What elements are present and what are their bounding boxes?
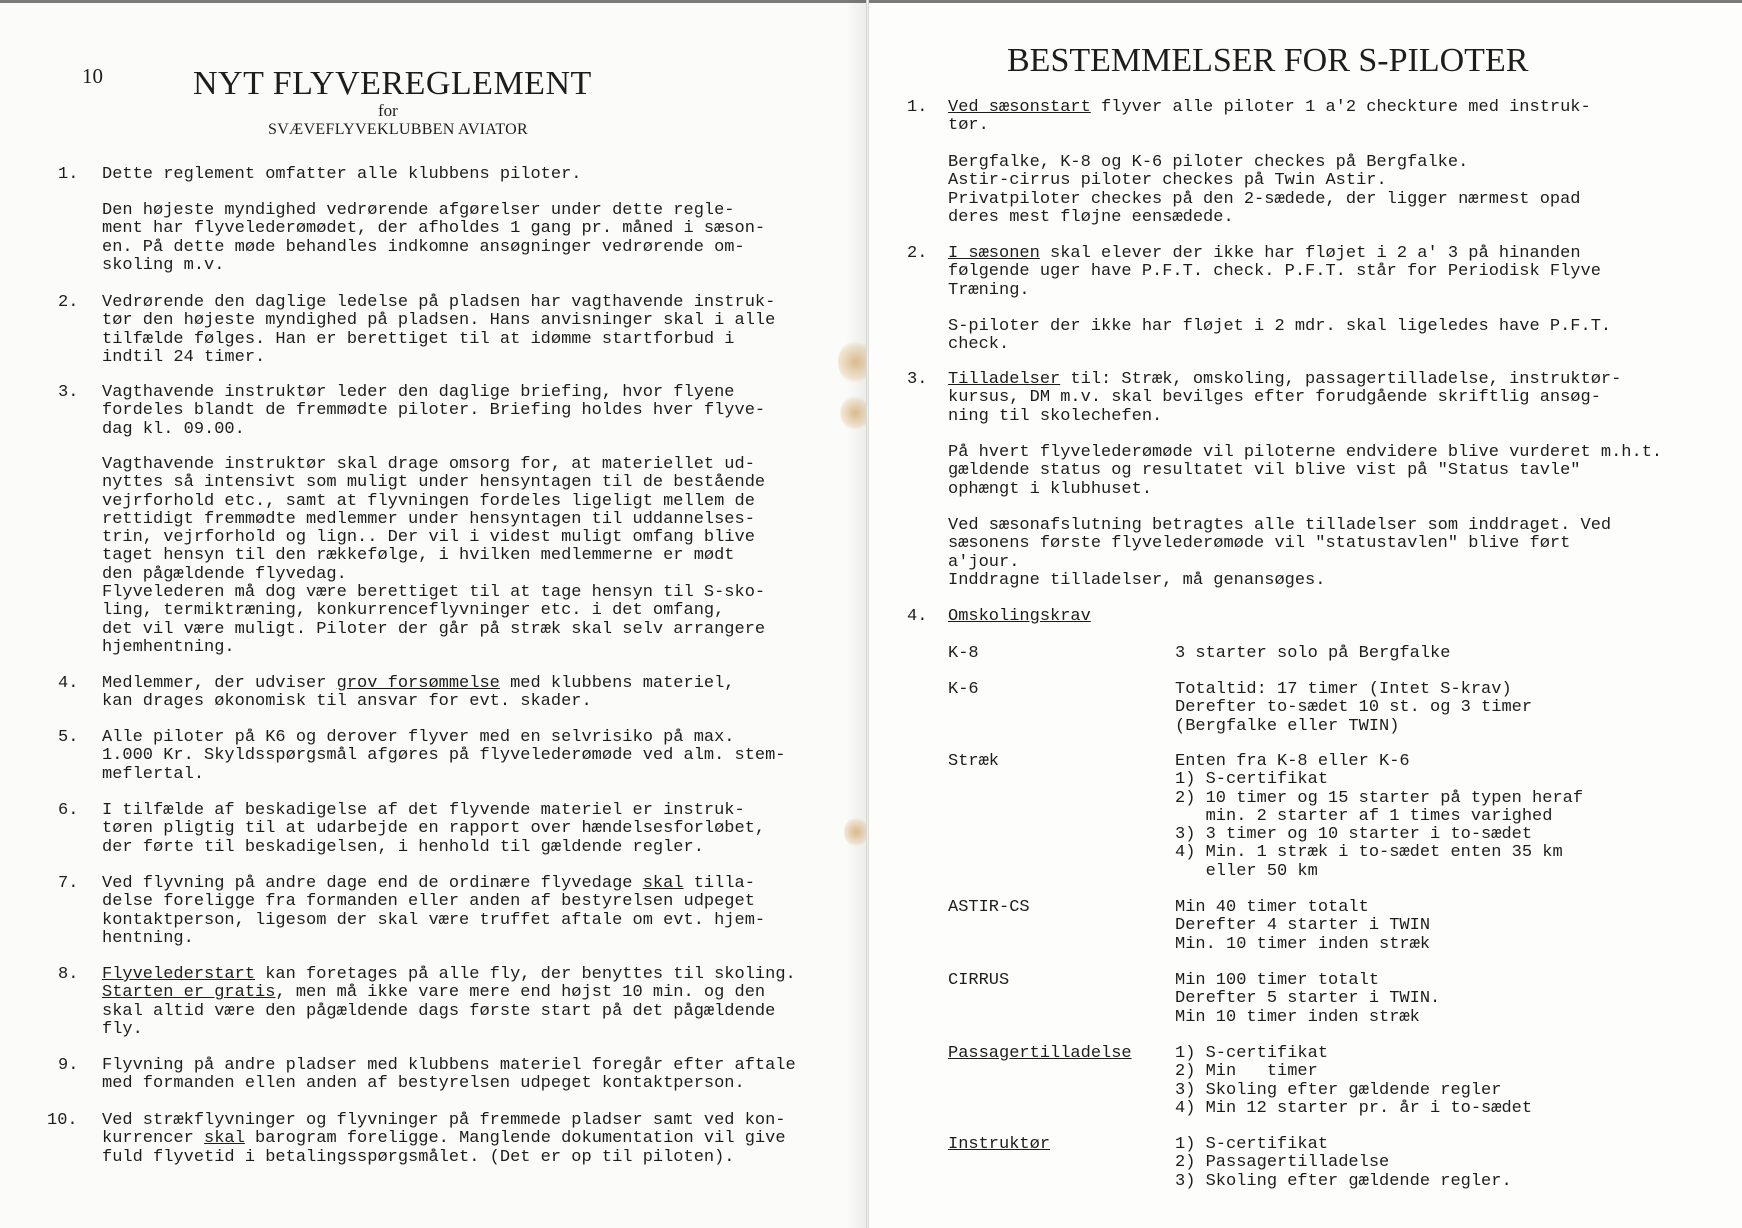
gutter-shadow — [846, 0, 866, 1228]
underlined-text: Flyvelederstart — [102, 965, 256, 984]
section-number: 9. — [58, 1056, 79, 1075]
underlined-text: skal — [204, 1129, 245, 1149]
club-name: SVÆVEFLYVEKLUBBEN AVIATOR — [268, 121, 528, 138]
underlined-text: grov forsømmelse — [336, 674, 500, 693]
requirement-detail: Min 100 timer totalt Derefter 5 starter i TWIN. Min 10 timer inden stræk — [1175, 971, 1441, 1027]
underlined-text: Tilladelser — [948, 370, 1061, 389]
section-text: I sæsonen skal elever der ikke har fløjet i 2 a' 3 på hinanden følgende uger have P.F.T. check. P.F.T. står for Periodisk Flyve Træning. — [948, 244, 1601, 300]
requirement-type: ASTIR-CS — [948, 898, 1030, 917]
page-title: NYT FLYVEREGLEMENT — [193, 65, 592, 102]
requirement-detail: Totaltid: 17 timer (Intet S-krav) Derefter to-sædet 10 st. og 3 timer (Bergfalke eller TWIN) — [1175, 680, 1533, 736]
requirement-type: K-6 — [948, 680, 979, 699]
requirement-type: Passagertilladelse — [948, 1044, 1132, 1063]
left-page — [0, 0, 867, 1228]
stain — [838, 340, 867, 384]
underlined-text: Ved sæsonstart — [948, 98, 1091, 117]
section-text: Den højeste myndighed vedrørende afgørelser under dette regle- ment har flyvelederømødet, der afholdes 1 gang pr. måned i sæson- en. På dette møde behandles indkomne ansøgninger vedrørende om- skoling m.v. — [102, 201, 766, 275]
requirement-type: Instruktør — [948, 1135, 1051, 1154]
section-number: 8. — [58, 965, 79, 984]
section-text: Alle piloter på K6 og derover flyver med en selvrisiko på max. 1.000 Kr. Skyldsspørgsmål afgøres på flyvelederømøde ved alm. stem- meflertal. — [102, 728, 786, 784]
page-top-edge — [0, 0, 866, 3]
section-text: Bergfalke, K-8 og K-6 piloter checkes på Bergfalke. Astir-cirrus piloter checkes på Twin Astir. Privatpiloter checkes på den 2-sædede, der ligger nærmest opad deres mest fløjne eensædede. — [948, 153, 1581, 227]
section-text: Ved strækflyvninger og flyvninger på fremmede pladser samt ved kon- kurrencer skal barogram foreligge. Manglende dokumentation vil give fuld flyvetid i betalingsspørgsmålet. (Det er op til piloten). — [102, 1111, 786, 1167]
section-text: Vagthavende instruktør skal drage omsorg for, at materiellet ud- nyttes så intensivt som muligt under hensyntagen til de bestående vejrforhold etc., samt at flyvningen fordeles ligeligt mellem de rettidigt fremmødte medlemmer under hensyntagen til uddannelses- trin, vejrforhold og lign.. Der vil i videst muligt omfang blive taget hensyn til den rækkefølge, i hvilken medlemmerne er mødt den pågældende flyvedag. Flyvelederen må dog være berettiget til at tage hensyn til S-sko- ling, termiktræning, konkurrenceflyvninger etc. i det omfang, det vil være muligt. Piloter der går på stræk skal selv arrangere hjemhentning. — [102, 455, 766, 657]
section-text: I tilfælde af beskadigelse af det flyvende materiel er instruk- tøren pligtig til at udarbejde en rapport over hændelsesforløbet, der førte til beskadigelsen, i henhold til gældende regler. — [102, 801, 766, 857]
section-heading: Omskolingskrav — [948, 607, 1091, 626]
section-number: 3. — [58, 383, 79, 402]
page-title: BESTEMMELSER FOR S-PILOTER — [1007, 42, 1529, 79]
section-number: 10. — [47, 1111, 78, 1130]
section-text: Flyvning på andre pladser med klubbens materiel foregår efter aftale med formanden ellen anden af bestyrelsen udpeget kontaktperson. — [102, 1056, 796, 1094]
right-page — [868, 0, 1742, 1228]
page-top-edge — [869, 0, 1742, 3]
section-number: 1. — [907, 98, 928, 117]
requirement-detail: Enten fra K-8 eller K-6 1) S-certifikat 2) 10 timer og 15 starter på typen heraf min. 2 starter af 1 times varighed 3) 3 timer og 10 starter i to-sædet 4) Min. 1 stræk i to-sædet enten 35 km eller 50 km — [1175, 752, 1584, 881]
section-text: S-piloter der ikke har fløjet i 2 mdr. skal ligeledes have P.F.T. check. — [948, 317, 1612, 355]
underlined-text: Starten er gratis — [102, 983, 276, 1003]
section-number: 2. — [58, 293, 79, 312]
requirement-type: K-8 — [948, 644, 979, 663]
section-number: 6. — [58, 801, 79, 820]
title-for: for — [378, 101, 398, 120]
section-number: 1. — [58, 165, 79, 184]
section-number: 4. — [58, 674, 79, 693]
underlined-text: skal — [642, 874, 684, 893]
section-text: Vedrørende den daglige ledelse på pladsen har vagthavende instruk- tør den højeste myndighed på pladsen. Hans anvisninger skal i alle tilfælde følges. Han er berettiget til at idømme startforbud i indtil 24 timer. — [102, 293, 776, 367]
underlined-text: I sæsonen — [948, 244, 1040, 263]
section-text: Ved flyvning på andre dage end de ordinære flyvedage skal tilla- delse foreligge fra formanden eller anden af bestyrelsen udpeget kontaktperson, ligesom der skal være truffet aftale om evt. hjem- hentning. — [102, 874, 766, 948]
section-text: På hvert flyvelederømøde vil piloterne endvidere blive vurderet m.h.t. gældende status og resultatet vil blive vist på "Status tavle" ophængt i klubhuset. — [948, 443, 1663, 499]
section-text: Medlemmer, der udviser grov forsømmelse med klubbens materiel, kan drages økonomisk til ansvar for evt. skader. — [102, 674, 735, 712]
stain — [840, 396, 867, 430]
requirement-type: Stræk — [948, 752, 1000, 771]
section-number: 2. — [907, 244, 928, 263]
section-number: 3. — [907, 370, 928, 389]
section-text: Flyvelederstart kan foretages på alle fly, der benyttes til skoling. Starten er gratis, men må ikke vare mere end højst 10 min. og den skal altid være den pågældende dags første start på det pågældende fly. — [102, 965, 796, 1039]
requirement-detail: Min 40 timer totalt Derefter 4 starter i TWIN Min. 10 timer inden stræk — [1175, 898, 1431, 954]
stain — [844, 817, 867, 847]
section-text: Tilladelser til: Stræk, omskoling, passagertilladelse, instruktør- kursus, DM m.v. skal bevilges efter forudgående skriftlig ansøg- ning til skolechefen. — [948, 370, 1622, 426]
requirement-type: CIRRUS — [948, 971, 1010, 990]
section-text: Dette reglement omfatter alle klubbens piloter. — [102, 165, 582, 184]
section-text: Vagthavende instruktør leder den daglige briefing, hvor flyene fordeles blandt de fremmødte piloter. Briefing holdes hver flyve- dag kl. 09.00. — [102, 383, 766, 439]
section-number: 4. — [907, 607, 928, 626]
section-text: Ved sæsonafslutning betragtes alle tilladelser som inddraget. Ved sæsonens første flyvelederømøde vil "statustavlen" blive ført a'jour. Inddragne tilladelser, må genansøges. — [948, 516, 1612, 590]
page-number: 10 — [82, 64, 103, 88]
section-number: 7. — [58, 874, 79, 893]
section-text: Ved sæsonstart flyver alle piloter 1 a'2 checkture med instruk- tør. — [948, 98, 1591, 136]
section-number: 5. — [58, 728, 79, 747]
requirement-detail: 1) S-certifikat 2) Passagertilladelse 3) Skoling efter gældende regler. — [1175, 1135, 1512, 1191]
requirement-detail: 1) S-certifikat 2) Min timer 3) Skoling efter gældende regler 4) Min 12 starter pr. år i to-sædet — [1175, 1044, 1533, 1118]
requirement-detail: 3 starter solo på Bergfalke — [1175, 644, 1451, 663]
